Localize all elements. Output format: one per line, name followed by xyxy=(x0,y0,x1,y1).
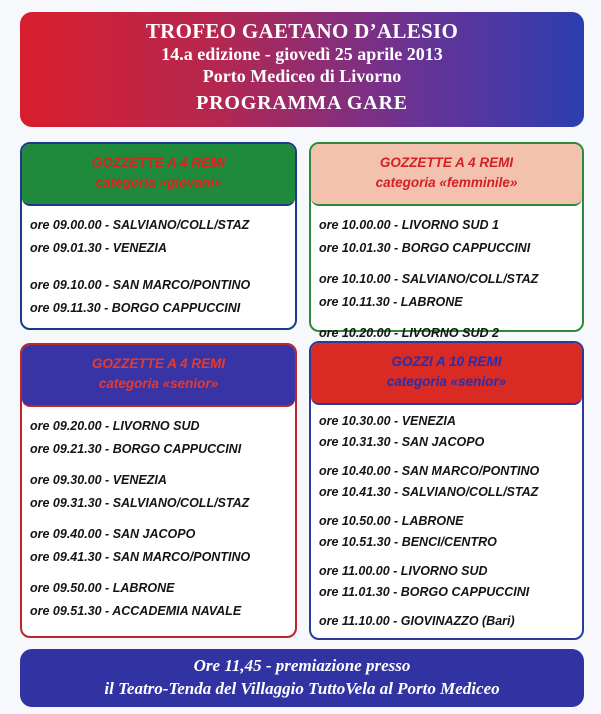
race-type: GOZZETTE A 4 REMI xyxy=(91,155,226,170)
race-box-giovani xyxy=(20,142,297,330)
schedule-row: ore 10.51.30 - BENCI/CENTRO xyxy=(319,535,497,549)
schedule-row: ore 10.50.00 - LABRONE xyxy=(319,514,464,528)
schedule-row: ore 10.10.00 - SALVIANO/COLL/STAZ xyxy=(319,272,539,286)
schedule-row: ore 09.30.00 - VENEZIA xyxy=(30,473,167,487)
schedule-row: ore 10.30.00 - VENEZIA xyxy=(319,414,456,428)
schedule-row: ore 10.31.30 - SAN JACOPO xyxy=(319,435,485,449)
schedule-row: ore 11.01.30 - BORGO CAPPUCCINI xyxy=(319,585,530,599)
race-box-header xyxy=(311,144,582,206)
race-box-femminile xyxy=(309,142,584,340)
race-box-header xyxy=(22,345,295,407)
event-title: TROFEO GAETANO D’ALESIO xyxy=(145,19,459,43)
event-edition: 14.a edizione - giovedì 25 aprile 2013 xyxy=(161,44,443,64)
schedule-row: ore 11.00.00 - LIVORNO SUD xyxy=(319,564,488,578)
schedule-row: ore 10.40.00 - SAN MARCO/PONTINO xyxy=(319,464,540,478)
race-box-senior-gozzi xyxy=(309,341,584,640)
schedule-row: ore 09.31.30 - SALVIANO/COLL/STAZ xyxy=(30,496,250,510)
awards-banner xyxy=(20,649,584,707)
race-box-header xyxy=(311,343,582,405)
schedule-row: ore 09.20.00 - LIVORNO SUD xyxy=(30,419,200,433)
schedule-row: ore 10.20.00 - LIVORNO SUD 2 xyxy=(319,326,499,340)
race-type: GOZZI A 10 REMI xyxy=(391,354,502,369)
schedule-row: ore 10.11.30 - LABRONE xyxy=(319,295,463,309)
race-category: categoria «femminile» xyxy=(375,175,518,190)
title-banner xyxy=(20,12,584,127)
race-category: categoria «giovani» xyxy=(95,175,222,190)
program-heading: PROGRAMMA GARE xyxy=(196,92,408,114)
race-box-senior-gozzette xyxy=(20,343,297,638)
schedule-row: ore 10.01.30 - BORGO CAPPUCCINI xyxy=(319,241,531,255)
schedule-row: ore 11.10.00 - GIOVINAZZO (Bari) xyxy=(319,614,515,628)
schedule-row: ore 09.21.30 - BORGO CAPPUCCINI xyxy=(30,442,242,456)
race-category: categoria «senior» xyxy=(386,374,507,389)
race-box-header xyxy=(22,144,295,206)
race-type: GOZZETTE A 4 REMI xyxy=(91,356,226,371)
schedule-row: ore 09.00.00 - SALVIANO/COLL/STAZ xyxy=(30,218,250,232)
schedule-row: ore 09.01.30 - VENEZIA xyxy=(30,241,167,255)
race-category: categoria «senior» xyxy=(98,376,219,391)
schedule-row: ore 09.11.30 - BORGO CAPPUCCINI xyxy=(30,301,241,315)
schedule-row: ore 09.51.30 - ACCADEMIA NAVALE xyxy=(30,604,242,618)
awards-time: Ore 11,45 - premiazione presso xyxy=(193,656,411,675)
schedule-row: ore 09.10.00 - SAN MARCO/PONTINO xyxy=(30,278,251,292)
schedule-row: ore 10.00.00 - LIVORNO SUD 1 xyxy=(319,218,499,232)
schedule-row: ore 10.41.30 - SALVIANO/COLL/STAZ xyxy=(319,485,539,499)
awards-venue: il Teatro-Tenda del Villaggio TuttoVela al Porto Mediceo xyxy=(104,679,500,698)
schedule-row: ore 09.50.00 - LABRONE xyxy=(30,581,175,595)
event-location: Porto Mediceo di Livorno xyxy=(202,66,402,86)
race-type: GOZZETTE A 4 REMI xyxy=(379,155,514,170)
schedule-row: ore 09.41.30 - SAN MARCO/PONTINO xyxy=(30,550,251,564)
schedule-row: ore 09.40.00 - SAN JACOPO xyxy=(30,527,196,541)
